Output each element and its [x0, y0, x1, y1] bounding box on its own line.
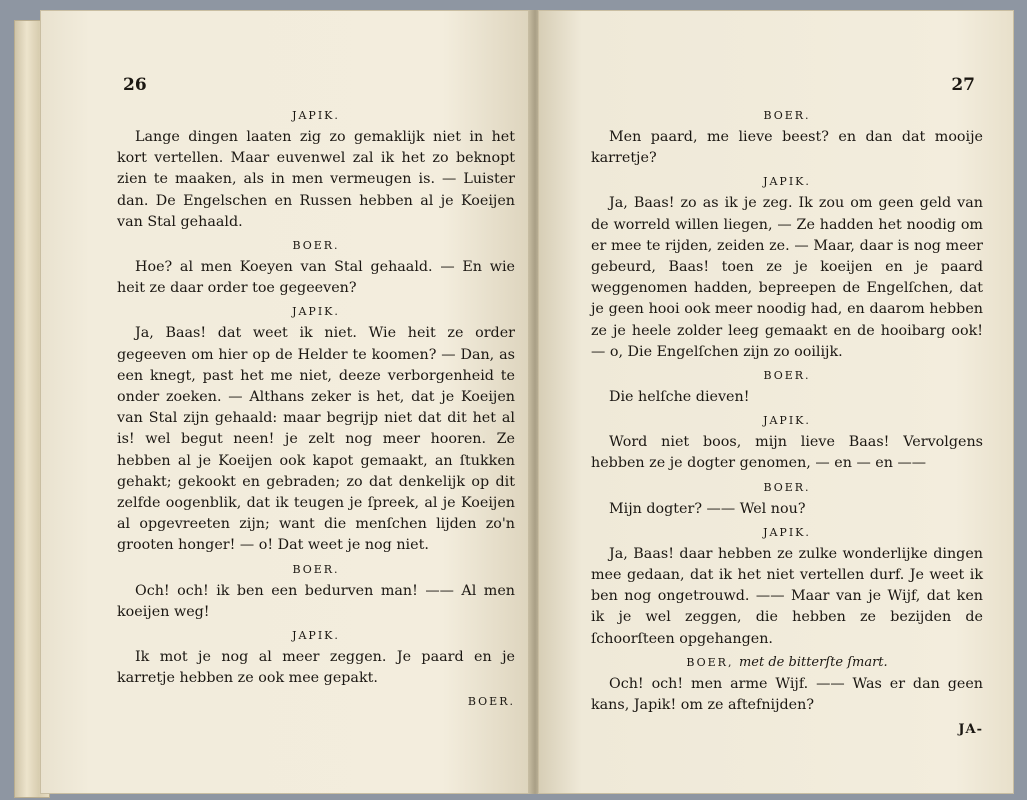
- speech-text: Hoe? al men Koeyen van Stal gehaald. — En wie heit ze daar order toe gegeeven?: [117, 259, 515, 297]
- speech-text: Word niet boos, mijn lieve Baas! Vervolgens hebben ze je dogter genomen, — en — en ——: [591, 434, 983, 472]
- speaker-name: BOER.: [763, 369, 811, 383]
- speaker-name: BOER.: [292, 562, 340, 576]
- catchword: JA-: [958, 722, 983, 738]
- speech-text: Ja, Baas! zo as ik je zeg. Ik zou om geen geld van de worreld willen liegen, — Ze hadden het noodig om er mee te rijden, zeiden ze. — Maar, daar is nog meer gebeurd, Baas! toen ze je koeijen en je paard weggenomen hadden, bepreepen de Engelſchen, dat je geen hooi ook meer noodig had, en daarom hebben ze je heele zolder leeg gemaakt en de hooibarg ook! — o, Die Engelſchen zijn zo ooilijk.: [591, 195, 983, 360]
- speaker-name: JAPIK.: [763, 175, 811, 189]
- speech-text: Ik mot je nog al meer zeggen. Je paard en je karretje hebben ze ook mee gepakt.: [117, 649, 515, 687]
- speaker-name: JAPIK.: [763, 525, 811, 539]
- speaker-name: BOER.: [763, 480, 811, 494]
- speech-text: Men paard, me lieve beest? en dan dat mooije karretje?: [591, 129, 983, 167]
- open-book: [14, 6, 1014, 796]
- speaker-name: BOER.: [763, 109, 811, 122]
- speech-text: Och! och! men arme Wijf. —— Was er dan geen kans, Japik! om ze aftefnijden?: [591, 675, 983, 714]
- right-page: [538, 10, 1014, 794]
- speaker-name: JAPIK.: [763, 414, 811, 428]
- speaker-name: BOER.: [292, 239, 340, 253]
- speaker-name: JAPIK.: [292, 629, 340, 643]
- speech-text: Mijn dogter? —— Wel nou?: [609, 500, 806, 517]
- speaker-name: BOER,: [686, 655, 734, 669]
- speech-text: Och! och! ik ben een bedurven man! —— Al men koeijen weg!: [117, 582, 515, 620]
- speech-text: Lange dingen laaten zig zo gemaklijk niet in het kort vertellen. Maar euvenwel zal ik het zo beknopt zien te maaken, als in men vermeugen is. — Luister dan. De Engelschen en Russen hebben al je Koeijen van Stal gehaald.: [117, 129, 515, 230]
- page-body: [117, 103, 515, 708]
- speaker-name: JAPIK.: [292, 305, 340, 319]
- stage-direction: met de bitterſte ſmart.: [738, 654, 888, 670]
- page-number: 26: [123, 75, 147, 95]
- catchword: BOER.: [467, 695, 515, 709]
- speaker-name: JAPIK.: [292, 109, 340, 122]
- page-body: [591, 103, 983, 737]
- page-number: 27: [951, 75, 975, 95]
- left-page: [40, 10, 532, 794]
- speech-text: Ja, Baas! daar hebben ze zulke wonderlijke dingen mee gedaan, dat ik het niet vertellen durf. Je weet ik ben nog ongetrouwd. —— Maar van je Wijf, dat ken ik je wel zeggen, die hebben ze bezijden de ſchoorſteen opgehangen.: [591, 545, 983, 647]
- speech-text: Die helſche dieven!: [609, 389, 750, 406]
- speaker-with-direction: [591, 654, 983, 672]
- speech-text: Ja, Baas! dat weet ik niet. Wie heit ze order gegeeven om hier op de Helder te koomen? — Dan, as een knegt, past het me niet, deeze verborgenheid te onder zoeken. — Althans zeker is het, dat je Koeijen van Stal zijn gehaald: maar begrijp niet dat dit het al is! wel begut neen! je zelt nog meer hooren. Ze hebben al je Koeijen ook kapot gemaakt, an ſtukken gehakt; gekookt en gebraden; zo dat denkelijk op dit zelfde oogenblik, dat ik teugen je ſpreek, al je Koeijen al opgevreeten zijn; want die menſchen lijden zo'n grooten honger! — o! Dat weet je nog niet.: [117, 325, 515, 554]
